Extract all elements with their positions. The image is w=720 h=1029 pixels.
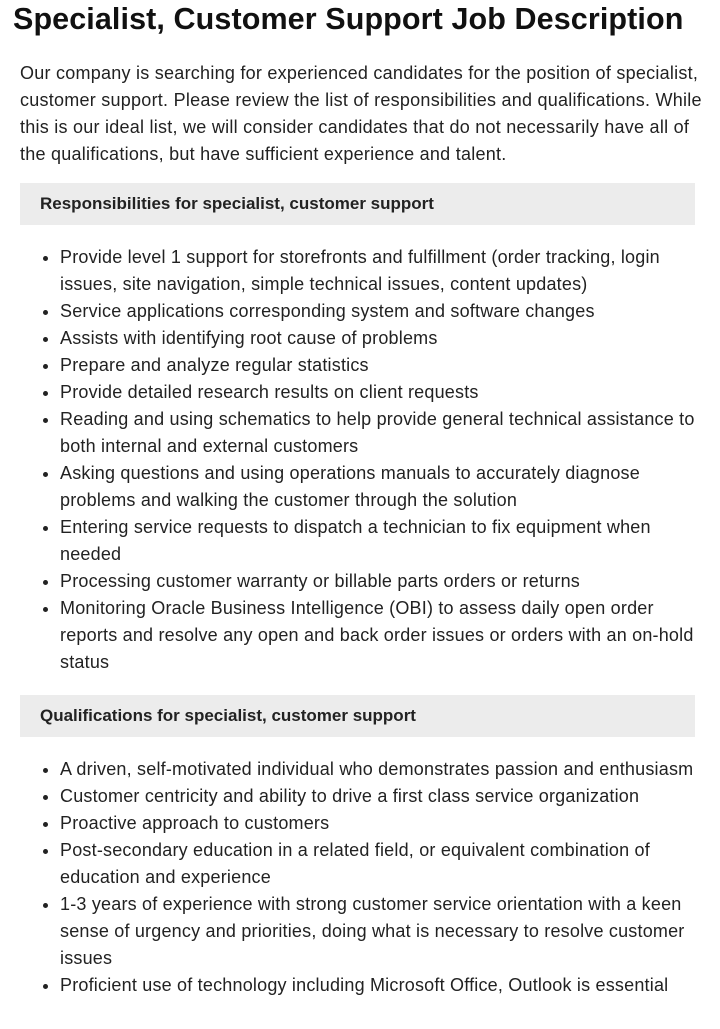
list-item: • Service applications corresponding system and software changes xyxy=(60,298,710,325)
qualifications-heading: Qualifications for specialist, customer support xyxy=(20,695,695,737)
list-item: • Monitoring Oracle Business Intelligence (OBI) to assess daily open order reports and resolve any open and back order issues or orders with an on-hold status xyxy=(60,595,710,676)
list-item: • Asking questions and using operations manuals to accurately diagnose problems and walking the customer through the solution xyxy=(60,460,710,514)
list-item: • Provide detailed research results on client requests xyxy=(60,379,710,406)
list-item: • Customer centricity and ability to drive a first class service organization xyxy=(60,783,710,810)
list-item: • A driven, self-motivated individual who demonstrates passion and enthusiasm xyxy=(60,756,710,783)
list-item: • Proactive approach to customers xyxy=(60,810,710,837)
page-title: Specialist, Customer Support Job Description xyxy=(13,2,684,36)
responsibilities-heading: Responsibilities for specialist, customer support xyxy=(20,183,695,225)
responsibilities-list xyxy=(20,244,710,676)
qualifications-list xyxy=(20,756,710,999)
list-item: • Proficient use of technology including Microsoft Office, Outlook is essential xyxy=(60,972,710,999)
intro-paragraph: Our company is searching for experienced candidates for the position of specialist, customer support. Please review the list of responsibilities and qualifications. While this is our ideal list, we will consider candidates that do not necessarily have all of the qualifications, but have sufficient experience and talent. xyxy=(20,63,702,164)
list-item: • Prepare and analyze regular statistics xyxy=(60,352,710,379)
list-item: • Entering service requests to dispatch a technician to fix equipment when needed xyxy=(60,514,710,568)
list-item: • Provide level 1 support for storefronts and fulfillment (order tracking, login issues, site navigation, simple technical issues, content updates) xyxy=(60,244,710,298)
list-item: • Processing customer warranty or billable parts orders or returns xyxy=(60,568,710,595)
list-item: • 1-3 years of experience with strong customer service orientation with a keen sense of urgency and priorities, doing what is necessary to resolve customer issues xyxy=(60,891,710,972)
list-item: • Post-secondary education in a related field, or equivalent combination of education and experience xyxy=(60,837,710,891)
list-item: • Reading and using schematics to help provide general technical assistance to both internal and external customers xyxy=(60,406,710,460)
list-item: • Assists with identifying root cause of problems xyxy=(60,325,710,352)
